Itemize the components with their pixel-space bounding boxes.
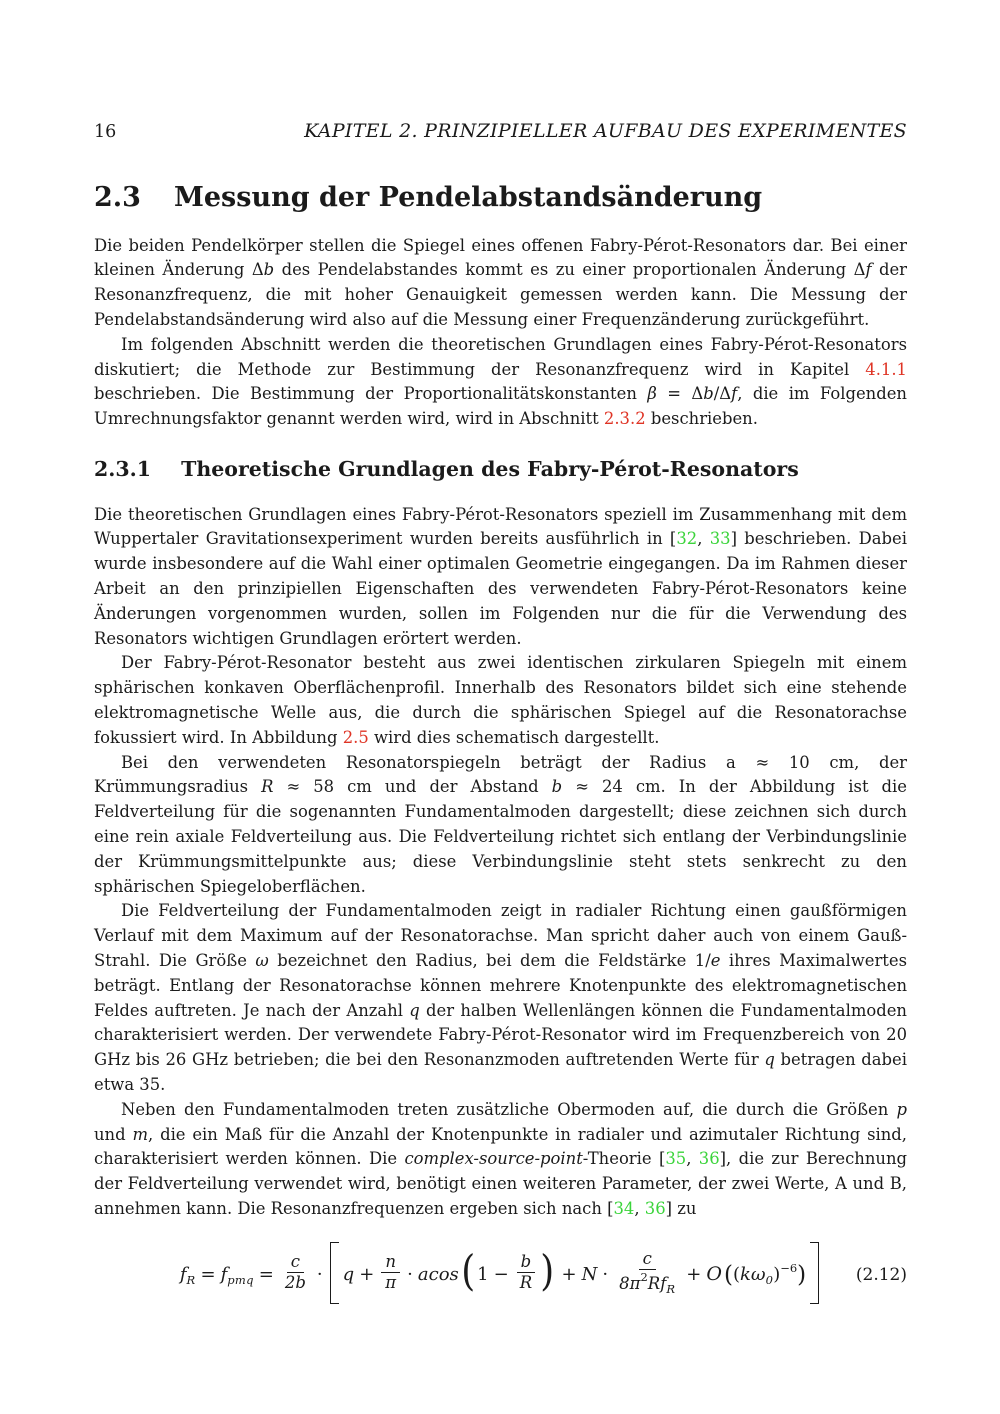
- text-segment: /Δ: [713, 384, 732, 404]
- eq-fR-sub: R: [186, 1272, 196, 1287]
- text-segment: des Pendelabstandes kommt es zu einer proportionalen Änderung Δ: [274, 260, 866, 280]
- fraction-c-over-8pi2RfR: $\frac{c}{8\pi^2Rf_R}$: [619, 1248, 676, 1297]
- equation-2-12: [94, 1239, 907, 1311]
- big-left-paren: (: [460, 1245, 475, 1295]
- text-segment: beschrieben. Die Bestimmung der Proportionalitätskonstanten: [94, 384, 648, 404]
- text-segment: Im folgenden Abschnitt werden die theoretischen Grundlagen eines Fabry-Pérot-Resonators diskutiert; die Methode zur Bestimmung der Resonanzfrequenz wird in Kapitel: [94, 334, 907, 379]
- text-segment: bezeichnet den Radius, bei dem die Feldstärke 1/: [268, 950, 711, 970]
- left-square-bracket: [330, 1242, 339, 1304]
- citation-link[interactable]: 33: [709, 529, 731, 549]
- paragraph: [94, 333, 907, 432]
- text-segment: R: [261, 777, 274, 797]
- text-segment: q: [409, 1000, 420, 1020]
- eq-fpmq: f: [220, 1263, 228, 1285]
- paragraph: [94, 234, 907, 333]
- text-segment: m: [132, 1124, 149, 1144]
- citation-link[interactable]: 34: [613, 1198, 635, 1218]
- fraction-n-over-pi: $\frac{n}{\pi}$: [381, 1252, 400, 1294]
- eq-cdot-2: ·: [407, 1263, 413, 1285]
- text-segment: der Resonanzfrequenz, die mit hoher Genauigkeit gemessen werden kann. Die Messung der Pendelabstandsänderung wird also auf die Messung einer Frequenzänderung zurückgeführt.: [94, 260, 907, 330]
- eq-cdot-3: ·: [602, 1263, 609, 1285]
- eq-plus-2: +: [561, 1263, 577, 1285]
- text-segment: , die im Folgenden Umrechnungsfaktor genannt werden wird, wird in Abschnitt: [94, 384, 907, 429]
- text-segment: Die beiden Pendelkörper stellen die Spiegel eines offenen Fabry-Pérot-Resonators dar. Bei einer kleinen Änderung Δ: [94, 235, 907, 280]
- text-segment: Bei den verwendeten Resonatorspiegeln beträgt der Radius a: [121, 752, 756, 772]
- text-segment: f: [731, 384, 738, 404]
- fraction-b-over-R: $\frac{b}{R}$: [516, 1252, 536, 1294]
- text-segment: b: [263, 260, 275, 280]
- text-segment: betragen dabei etwa 35.: [94, 1050, 907, 1094]
- subsection-title: Theoretische Grundlagen des Fabry-Pérot-Resonators: [181, 457, 799, 482]
- text-segment: β: [647, 384, 657, 404]
- text-segment: ihres Maximalwertes beträgt. Entlang der Resonatorachse können mehrere Knotenpunkte des elektromagnetischen Feldes auftreten. Je nach der Anzahl: [94, 950, 908, 1020]
- eq-open-paren-outer: (: [723, 1261, 733, 1288]
- text-segment: f: [865, 260, 872, 280]
- eq-open-paren-inner: (: [732, 1263, 740, 1285]
- text-segment: Die theoretischen Grundlagen eines Fabry-Pérot-Resonators speziell im Zusammenhang mit dem Wuppertaler Gravitationsexperiment wurden bereits ausführlich in [: [94, 504, 907, 549]
- text-segment: ] beschrieben. Dabei wurde insbesondere auf die Wahl einer optimalen Geometrie eingegangen. Da im Rahmen dieser Arbeit an den prinzipiellen Eigenschaften des verwendeten Fabry-Pérot-Resonators keine Änderungen vorgenommen wurden, sollen im Folgenden nur die für die Verwendung des Resonators wichtigen Grundlagen erörtert werden.: [94, 529, 907, 648]
- eq-equals: =: [200, 1263, 216, 1285]
- text-segment: 10 cm, der Krümmungsradius: [94, 752, 907, 797]
- text-segment: ], die zur Berechnung der Feldverteilung verwendet wird, benötigt einen weiteren Parameter, der zwei Werte, A und B, annehmen kann. Die Resonanzfrequenzen ergeben sich nach [: [94, 1149, 907, 1218]
- eq-close-paren-inner: ): [773, 1263, 781, 1285]
- text-segment: complex-source-point: [404, 1149, 583, 1169]
- paragraph: [94, 651, 907, 750]
- text-segment: beschrieben.: [645, 409, 758, 429]
- eq-equals-2: =: [258, 1263, 274, 1285]
- paragraph: [94, 899, 907, 1097]
- page-header: [94, 120, 907, 142]
- section-heading: [94, 183, 907, 213]
- big-O-symbol: O: [706, 1262, 722, 1285]
- citation-link[interactable]: 36: [698, 1149, 720, 1169]
- eq-acos: acos: [417, 1263, 459, 1285]
- citation-link[interactable]: 35: [665, 1149, 687, 1169]
- text-segment: ] zu: [665, 1198, 697, 1218]
- text-segment: ≈ 58 cm und der Abstand: [273, 777, 552, 797]
- intro-paragraphs: [94, 234, 907, 432]
- text-segment: , die ein Maß für die Anzahl der Knotenpunkte in radialer und azimutaler Richtung sind, charakterisiert werden können. Die: [94, 1124, 907, 1169]
- text-segment: b: [551, 777, 563, 797]
- eq-omega-sub: 0: [765, 1272, 774, 1287]
- eq-N: N: [581, 1263, 598, 1285]
- equation-number: (2.12): [855, 1264, 907, 1285]
- eq-minus: −: [493, 1263, 509, 1285]
- citation-link[interactable]: 32: [676, 529, 698, 549]
- eq-plus-3: +: [686, 1263, 702, 1285]
- fraction-c-over-2b: $\frac{c}{2b}$: [284, 1251, 306, 1293]
- subsection-paragraphs: [94, 503, 907, 1222]
- text-segment: ,: [697, 529, 710, 549]
- eq-close-paren-outer: ): [797, 1261, 807, 1288]
- internal-reference-link[interactable]: 2.3.2: [603, 409, 646, 429]
- citation-link[interactable]: 36: [644, 1198, 666, 1218]
- equation-body: [180, 1244, 821, 1306]
- page-number: 16: [94, 122, 117, 142]
- text-segment: q: [764, 1050, 775, 1070]
- text-segment: -Theorie [: [582, 1149, 666, 1169]
- text-segment: e: [710, 950, 721, 970]
- section-number: 2.3: [94, 182, 141, 213]
- text-segment: und: [94, 1124, 133, 1144]
- eq-cdot: ·: [316, 1263, 323, 1285]
- text-segment: ,: [686, 1149, 699, 1169]
- subsection-heading: [94, 458, 907, 482]
- eq-k-omega: kω: [739, 1263, 766, 1285]
- text-segment: b: [703, 384, 714, 404]
- text-segment: Der Fabry-Pérot-Resonator besteht aus zwei identischen zirkularen Spiegeln mit einem sphärischen konkaven Oberflächenprofil. Innerhalb des Resonators bildet sich eine stehende elektromagnetische Welle aus, die durch die sphärischen Spiegel auf die Resonatorachse fokussiert wird. In Abbildung: [94, 653, 907, 747]
- section-title: Messung der Pendelabstandsänderung: [173, 182, 763, 213]
- text-segment: ≈: [755, 752, 770, 772]
- paragraph: [94, 751, 907, 900]
- text-segment: Neben den Fundamentalmoden treten zusätzliche Obermoden auf, die durch die Größen: [121, 1099, 897, 1119]
- text-segment: = Δ: [656, 384, 704, 404]
- right-square-bracket: [810, 1242, 819, 1304]
- eq-plus: +: [359, 1263, 375, 1285]
- text-segment: wird dies schematisch dargestellt.: [368, 727, 660, 747]
- text-segment: ω: [255, 950, 269, 970]
- text-segment: ,: [634, 1198, 645, 1218]
- paragraph: [94, 503, 907, 652]
- text-block: [94, 120, 907, 1311]
- big-right-paren: ): [540, 1245, 555, 1295]
- running-chapter-title: KAPITEL 2. PRINZIPIELLER AUFBAU DES EXPERIMENTES: [304, 120, 907, 142]
- paragraph: [94, 1098, 907, 1222]
- eq-fR: f: [179, 1263, 187, 1285]
- text-segment: ≈ 24 cm. In der Abbildung ist die Feldverteilung für die sogenannten Fundamentalmoden dargestellt; diese zeichnen sich durch eine rein axiale Feldverteilung aus. Die Feldverteilung richtet sich entlang der Verbindungslinie der Krümmungsmittelpunkte aus; diese Verbindungslinie steht stets senkrecht zu den sphärischen Spiegeloberflächen.: [94, 777, 907, 896]
- eq-fpmq-sub: pmq: [227, 1272, 254, 1287]
- text-segment: der halben Wellenlängen können die Fundamentalmoden charakterisiert werden. Der verwendete Fabry-Pérot-Resonator wird im Frequenzbereich von 20 GHz bis 26 GHz betrieben; die bei den Resonanzmoden auftretenden Werte für: [94, 1000, 907, 1070]
- text-segment: p: [896, 1099, 907, 1119]
- text-segment: Die Feldverteilung der Fundamentalmoden zeigt in radialer Richtung einen gaußförmigen Verlauf mit dem Maximum auf der Resonatorachse. Man spricht daher auch von einem Gauß-Strahl. Die Größe: [94, 901, 907, 970]
- internal-reference-link[interactable]: 2.5: [342, 727, 369, 747]
- eq-one: 1: [477, 1263, 489, 1285]
- subsection-number: 2.3.1: [94, 457, 152, 482]
- eq-exponent: −6: [780, 1260, 798, 1275]
- eq-q: q: [342, 1263, 355, 1285]
- internal-reference-link[interactable]: 4.1.1: [865, 359, 907, 379]
